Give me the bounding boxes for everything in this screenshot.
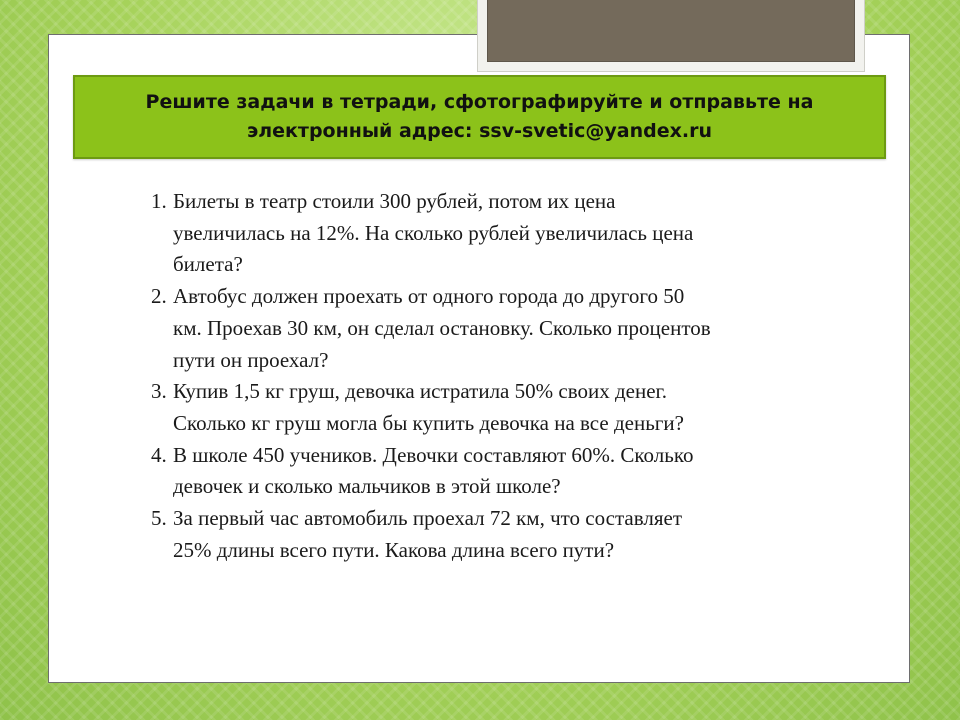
task-number: 4. <box>151 442 167 467</box>
task-text: Купив 1,5 кг груш, девочка истратила 50% своих денег. Сколько кг груш могла бы купить девочка на все деньги? <box>173 379 684 435</box>
photo-placeholder <box>487 0 855 62</box>
task-text: В школе 450 учеников. Девочки составляют 60%. Сколько девочек и сколько мальчиков в этой школе? <box>173 442 694 499</box>
task-text: За первый час автомобиль проехал 72 км, что составляет 25% длины всего пути. Какова длина всего пути? <box>173 506 682 562</box>
task-item <box>145 440 715 503</box>
task-item <box>145 376 715 439</box>
task-number: 1. <box>151 189 167 213</box>
task-item <box>145 503 715 566</box>
task-text: Автобус должен проехать от одного города до другого 50 км. Проехав 30 км, он сделал остановку. Сколько процентов пути он проехал? <box>173 284 711 372</box>
instruction-text: Решите задачи в тетради, сфотографируйте и отправьте на электронный адрес: ssv-svetic@yandex.ru <box>145 91 814 142</box>
task-number: 5. <box>151 506 167 531</box>
task-list <box>145 186 715 566</box>
task-item <box>145 186 715 281</box>
instruction-banner <box>73 75 886 159</box>
photo-frame <box>477 0 865 72</box>
task-number: 3. <box>151 379 167 404</box>
task-text: Билеты в театр стоили 300 рублей, потом их цена увеличилась на 12%. На сколько рублей увеличилась цена билета? <box>173 189 694 277</box>
task-item <box>145 281 715 376</box>
task-number: 2. <box>151 284 167 309</box>
